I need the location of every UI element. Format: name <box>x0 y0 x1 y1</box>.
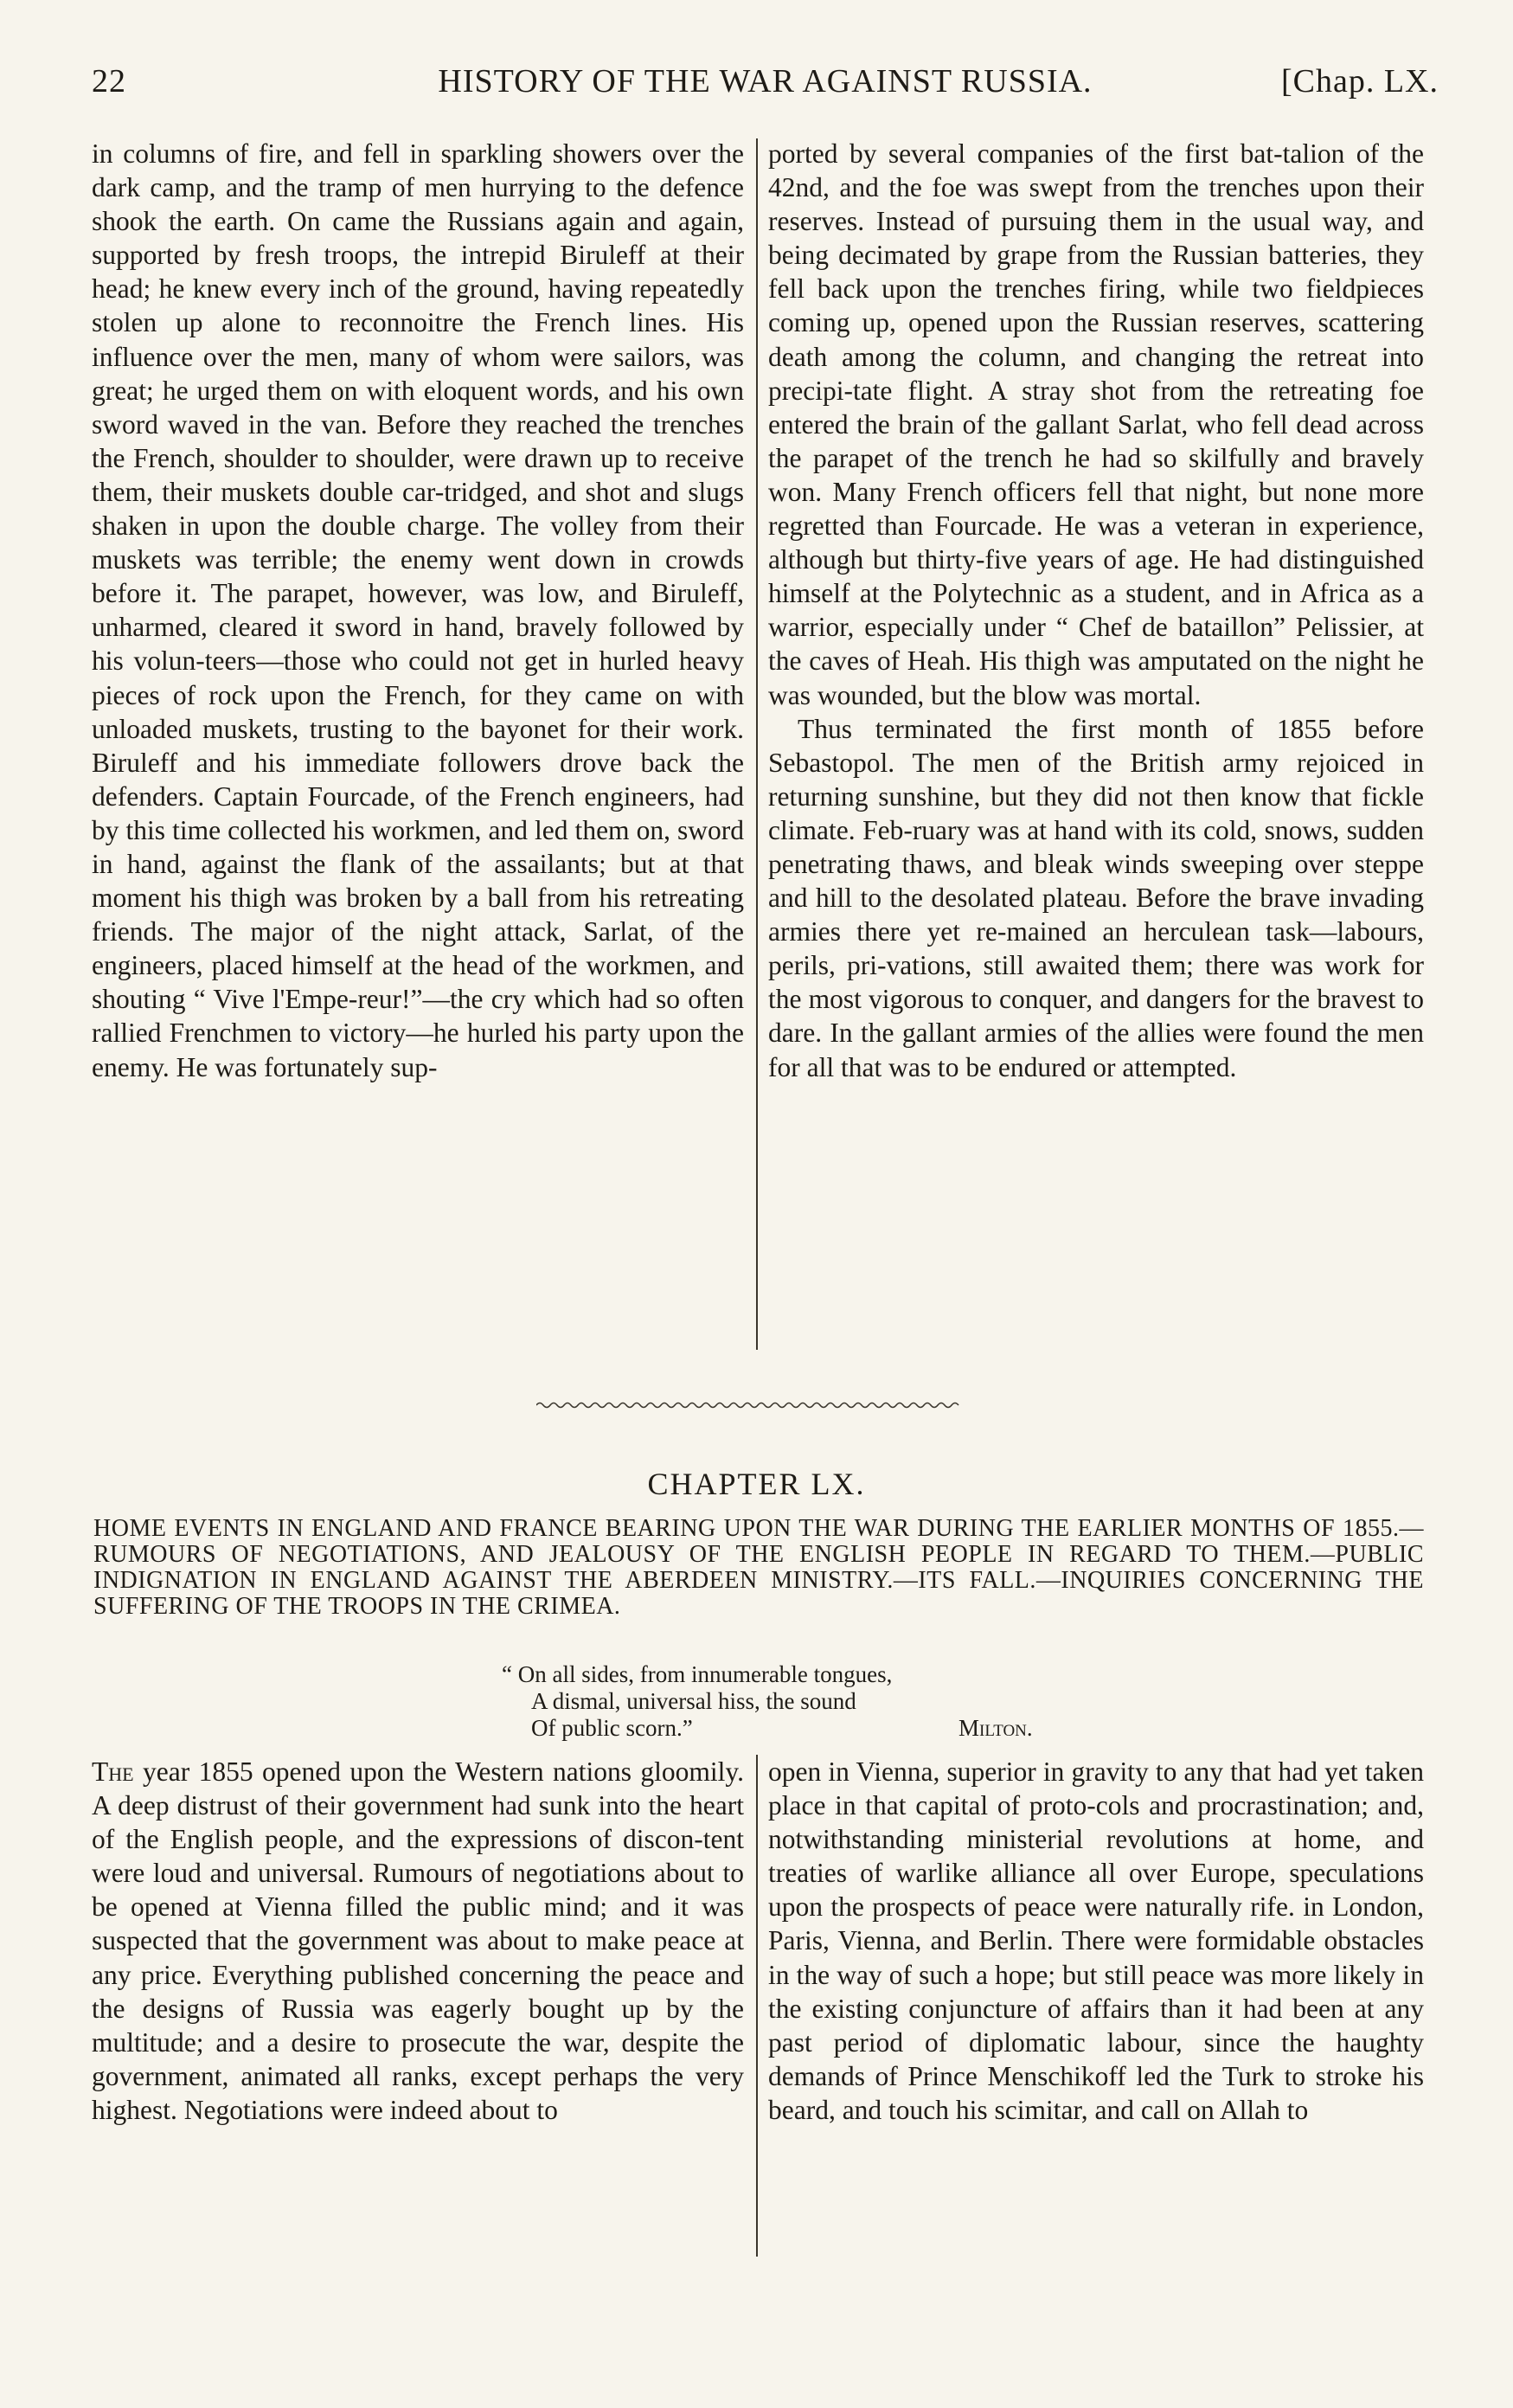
column-divider <box>756 138 758 1350</box>
epigraph-line: “ On all sides, from innumerable tongues, <box>502 1661 893 1687</box>
paragraph: Thus terminated the first month of 1855 before Sebastopol. The men of the British army rejoiced in returning sunshine, but they did not then know that fickle climate. Feb-ruary was at hand with its cold, snows, sudden penetrating thaws, and bleak winds sweeping over steppe and hill to the desolated plateau. Before the brave invading armies there yet re-mained an herculean task—labours, perils, pri-vations, still awaited them; there was work for the most vigorous to conquer, and dangers for the bravest to dare. In the gallant armies of the allies were found the men for all that was to be endured or attempted. <box>768 713 1424 1082</box>
upper-right-column <box>768 137 1424 1084</box>
paragraph <box>92 1755 744 2127</box>
column-divider <box>756 1755 758 2257</box>
chapter-reference: [Chap. LX. <box>1280 63 1439 100</box>
epigraph-line: Of public scorn.” <box>531 1715 693 1741</box>
epigraph-author: Milton. <box>958 1715 1033 1741</box>
epigraph-line: A dismal, universal hiss, the sound <box>531 1688 856 1714</box>
paragraph: in columns of fire, and fell in sparkling showers over the dark camp, and the tramp of men hurrying to the defence shook the earth. On came the Russians again and again, supported by fresh troops, the intrepid Biruleff at their head; he knew every inch of the ground, having repeatedly stolen up alone to reconnoitre the French lines. His influence over the men, many of whom were sailors, was great; he urged them on with eloquent words, and his own sword waved in the van. Before they reached the trenches the French, shoulder to shoulder, were drawn up to receive them, their muskets double car-tridged, and shot and slugs shaken in upon the double charge. The volley from their muskets was terrible; the enemy went down in crowds before it. The parapet, however, was low, and Biruleff, unharmed, cleared it sword in hand, bravely followed by his volun-teers—those who could not get in hurled heavy pieces of rock upon the French, for they came on with unloaded muskets, trusting to the bayonet for their work. Biruleff and his immediate followers drove back the defenders. Captain Fourcade, of the French engineers, had by this time collected his workmen, and led them on, sword in hand, against the flank of the assailants; but at that moment his thigh was broken by a ball from his retreating friends. The major of the night attack, Sarlat, of the engineers, placed himself at the head of the workmen, and shouting “ Vive l'Empe-reur!”—the cry which had so often rallied Frenchmen to victory—he hurled his party upon the enemy. He was fortunately sup- <box>92 138 744 1082</box>
running-header <box>92 62 1439 114</box>
opening-word: The <box>92 1756 134 1787</box>
lower-right-column <box>768 1755 1424 2127</box>
wavy-divider <box>536 1400 960 1410</box>
page-number: 22 <box>92 63 126 100</box>
chapter-synopsis: HOME EVENTS IN ENGLAND AND FRANCE BEARING UPON THE WAR DURING THE EARLIER MONTHS OF 1855.—RUMOURS OF NEGOTIATIONS, AND JEALOUSY OF THE ENGLISH PEOPLE IN REGARD TO THEM.—PUBLIC INDIGNATION IN ENGLAND AGAINST THE ABERDEEN MINISTRY.—ITS FALL.—INQUIRIES CONCERNING THE SUFFERING OF THE TROOPS IN THE CRIMEA. <box>93 1515 1424 1620</box>
paragraph: open in Vienna, superior in gravity to any that had yet taken place in that capital of proto-cols and procrastination; and, notwithstanding ministerial revolutions at home, and treaties of warlike alliance all over Europe, speculations upon the prospects of peace were naturally rife. in London, Paris, Vienna, and Berlin. There were formidable obstacles in the way of such a hope; but still peace was more likely in the existing conjuncture of affairs than it had been at any past period of diplomatic labour, since the haughty demands of Prince Menschikoff led the Turk to stroke his beard, and touch his scimitar, and call on Allah to <box>768 1756 1424 2125</box>
running-title: HISTORY OF THE WAR AGAINST RUSSIA. <box>438 63 1093 100</box>
upper-left-column <box>92 137 744 1084</box>
paragraph-text: year 1855 opened upon the Western nations gloomily. A deep distrust of their government had sunk into the heart of the English people, and the expressions of discon-tent were loud and universal. Rumours of negotiations about to be opened at Vienna filled the public mind; and it was suspected that the government was about to make peace at any price. Everything published concerning the peace and the designs of Russia was eagerly bought up by the multitude; and a desire to prosecute the war, despite the government, animated all ranks, except perhaps the very highest. Negotiations were indeed about to <box>92 1756 744 2125</box>
chapter-title: CHAPTER LX. <box>647 1467 866 1501</box>
epigraph <box>502 1661 1107 1742</box>
paragraph: ported by several companies of the first bat-talion of the 42nd, and the foe was swept from the trenches upon their reserves. Instead of pursuing them in the usual way, and being decimated by grape from the Russian batteries, they fell back upon the trenches firing, while two fieldpieces coming up, opened upon the Russian reserves, scattering death among the column, and changing the retreat into precipi-tate flight. A stray shot from the retreating foe entered the brain of the gallant Sarlat, who fell dead across the parapet of the trench he had so skilfully and bravely won. Many French officers fell that night, but none more regretted than Fourcade. He was a veteran in experience, although but thirty-five years of age. He had distinguished himself at the Polytechnic as a student, and in Africa as a warrior, especially under “ Chef de bataillon” Pelissier, at the caves of Heah. His thigh was amputated on the night he was wounded, but the blow was mortal. <box>768 138 1424 710</box>
lower-left-column <box>92 1755 744 2127</box>
